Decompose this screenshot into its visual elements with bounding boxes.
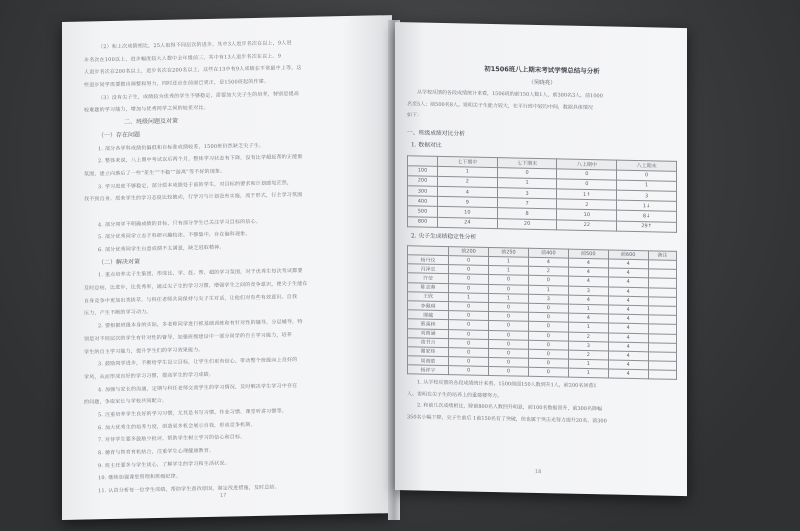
row-label-cell: 陈志蓉 bbox=[408, 282, 449, 292]
table-cell: 24 bbox=[437, 217, 497, 228]
table-header-cell bbox=[408, 155, 438, 166]
table-cell: 0 bbox=[557, 169, 617, 180]
row-label-cell: 凌书言 bbox=[408, 337, 449, 347]
table-cell: 1 bbox=[437, 166, 497, 177]
table-cell: 4 bbox=[608, 287, 648, 297]
table-cell: 0 bbox=[449, 256, 489, 266]
row-label-cell: 谢家炜 bbox=[408, 347, 449, 357]
row-label-cell: 周雨皓 bbox=[408, 356, 449, 366]
section-heading: 二、班级问题及对策 bbox=[124, 117, 179, 126]
row-label-cell: 杨祥宇 bbox=[408, 365, 449, 375]
table-header-cell: 七下期中 bbox=[437, 156, 497, 167]
row-label-cell: 800 bbox=[408, 216, 438, 227]
table-cell: 4 bbox=[528, 257, 568, 267]
body-line: 较难题的学习能力，增加与优秀同学之间的较差对比。 bbox=[84, 105, 209, 114]
subsection-heading: （一）存在问题 bbox=[98, 131, 141, 140]
body-line: 人退步名次在200名以上，退步名次在200名以上，这些在13中有9人成绩在平常最中上等，这 bbox=[84, 65, 302, 76]
table-cell: 1↓ bbox=[617, 200, 677, 211]
table-cell: 3 bbox=[617, 190, 677, 201]
table-cell: 3 bbox=[568, 286, 608, 296]
table-cell: 0 bbox=[528, 312, 568, 322]
row-label-cell: 300 bbox=[408, 186, 438, 197]
table-cell: 10 bbox=[557, 209, 617, 220]
table-cell: 4 bbox=[568, 277, 608, 287]
table-cell: 0 bbox=[449, 347, 489, 357]
table-cell: 4 bbox=[437, 186, 497, 197]
page-number: 17 bbox=[220, 492, 227, 499]
left-page-body bbox=[84, 35, 376, 498]
body-line: 学生的自主学习能力，提升学生们的学习效果能力。 bbox=[84, 346, 204, 356]
table-header-cell: 前500 bbox=[568, 249, 608, 259]
analysis-line: 2. 和前几次成绩相比，除前800名人数回升明显，前100名数据回升，前300名降幅 bbox=[417, 402, 602, 413]
table-cell: 4 bbox=[608, 305, 648, 315]
subsection-heading: 2. 尖子生成绩稳定性分析 bbox=[411, 233, 477, 241]
row-label-cell: 谭越 bbox=[408, 310, 449, 320]
body-line: 找不到自身。原来学生的学习态度比较被动，行学习与计划没有实施，流于形式，行主学习氛围 bbox=[84, 192, 303, 203]
table-cell: 0 bbox=[528, 322, 568, 332]
table-cell: 3 bbox=[528, 294, 568, 304]
table-cell: 0 bbox=[449, 338, 489, 348]
table-cell: 4 bbox=[608, 268, 648, 278]
subsection-heading: （二）解决对策 bbox=[98, 258, 141, 266]
table-cell: 4 bbox=[608, 342, 648, 352]
table-cell: 1 bbox=[568, 368, 608, 378]
body-line: 学风，从而形成良好的学习习惯，提高学生的学习成绩。 bbox=[84, 371, 215, 381]
table-cell: 4 bbox=[608, 296, 648, 306]
table-cell: 0 bbox=[489, 312, 529, 322]
table-cell: 0 bbox=[489, 275, 529, 285]
table-cell: 0 bbox=[449, 265, 489, 275]
score-comparison-table bbox=[407, 155, 677, 233]
intro-line: 如下： bbox=[407, 112, 423, 119]
table-cell: 4 bbox=[608, 351, 648, 361]
top-student-stability-table bbox=[407, 245, 677, 380]
table-cell: 4 bbox=[608, 259, 648, 269]
table-cell: 0 bbox=[489, 284, 529, 294]
table-header-cell: 前400 bbox=[528, 248, 568, 258]
table-cell: 3 bbox=[497, 188, 557, 199]
row-label-cell: 500 bbox=[408, 206, 438, 217]
table-cell: 4 bbox=[568, 258, 608, 268]
table-header-cell: 备注 bbox=[648, 251, 676, 261]
row-label-cell: 200 bbox=[408, 176, 438, 187]
table-cell: 1↑ bbox=[557, 189, 617, 200]
table-body bbox=[408, 165, 677, 232]
table-cell: 0 bbox=[489, 358, 529, 368]
table-cell: 1 bbox=[489, 256, 529, 266]
body-line: 的问题，争取家长与学校共同配合。 bbox=[84, 398, 168, 406]
body-line: 3. 学习进度不够稳定，部分原本成绩处于前的学生，对目标的要求和计划感觉茫然， bbox=[98, 179, 293, 190]
body-line: 11. 认真分析每一位学生成绩，帮助学生查找原因，制定改进措施，及时总结。 bbox=[98, 484, 280, 495]
document-author: （吴晓亮） bbox=[528, 79, 556, 87]
body-line: 5. 部分优秀同学立志于科研兴趣较浓、不够集中，存在偏科现象。 bbox=[98, 231, 251, 241]
body-line: 2. 整体来说，八上期中考试以后两个月，整体学习状态有下降，没有比学超赶帮的正能量 bbox=[98, 154, 303, 165]
body-line: 1. 部分各学科成绩仍偏低和自标准成绩较差，1500班仍然缺乏尖子生。 bbox=[98, 142, 265, 152]
row-label-cell: 100 bbox=[408, 165, 438, 176]
body-line: 6. 加大优秀生的培养力度，创造更多机会展示自我，形成竞争机制。 bbox=[98, 421, 256, 431]
table-cell: 1 bbox=[528, 285, 568, 295]
table-cell: 1 bbox=[489, 293, 529, 303]
table-cell: 1 bbox=[568, 304, 608, 314]
table-cell: 2 bbox=[568, 332, 608, 342]
table-cell: 2 bbox=[437, 176, 497, 187]
right-page-body bbox=[407, 62, 677, 429]
body-line: （2）和上次成绩相比，25人取得不同层次的进步，其中3人进步名次在以上，9人进 bbox=[98, 40, 292, 51]
table-cell: 0 bbox=[489, 302, 529, 312]
table-cell: 0 bbox=[557, 179, 617, 190]
table-cell: 1 bbox=[497, 178, 557, 189]
table-cell: 0 bbox=[528, 368, 568, 378]
table-cell: 1 bbox=[449, 292, 489, 302]
table-cell: 2 bbox=[557, 199, 617, 210]
table-cell: 4 bbox=[608, 332, 648, 342]
row-label-cell: 400 bbox=[408, 196, 438, 207]
body-line: 别是对不同层次的学生有针对性的督导，加强班级建设中一部分同学的自主学习能力，培养 bbox=[84, 331, 293, 343]
analysis-line: 人。说明在尖子生的培养上的重建楼努力。 bbox=[407, 391, 503, 400]
body-line: 2. 要根据班级本身的实际，多老师同学进行抓基础训练和有针对性的辅导，分层辅导，特 bbox=[98, 319, 303, 330]
row-label-cell: 李佩琪 bbox=[408, 301, 449, 311]
table-cell: 10 bbox=[437, 207, 497, 218]
table-body bbox=[408, 255, 677, 380]
body-line: 步名次在100以上，进步幅度较大人数中全年级前三，其中有13人退步名次在以上。9 bbox=[84, 53, 282, 64]
table-cell: 0 bbox=[489, 330, 529, 340]
body-line: 8. 德育与智育有机结合，注重学生心理健康教育。 bbox=[98, 447, 215, 457]
table-cell: 0 bbox=[489, 348, 529, 358]
document-title: 初1506班八上期末考试学情总结与分析 bbox=[484, 64, 600, 76]
body-line: 9. 班主任要多与学生谈心，了解学生的学习和生活状况。 bbox=[98, 460, 230, 469]
table-cell: 1 bbox=[489, 266, 529, 276]
table-cell: 4 bbox=[608, 323, 648, 333]
right-page bbox=[395, 22, 687, 496]
body-line: 7. 对待学生要多鼓励少批评，帮助学生树立学习的信心和目标。 bbox=[98, 434, 246, 444]
table-cell: 4 bbox=[608, 314, 648, 324]
body-line: 及时总结，比进步，比优秀率，通过尖子生的学习习惯，增强学生之间的竞争意识，使尖子生能在 bbox=[84, 280, 308, 292]
table-cell: 0 bbox=[489, 367, 529, 377]
analysis-line: 1. 从学校反馈的各段成绩统计来看，1500前面150人数到升1人，前200名回落1 bbox=[417, 379, 597, 390]
table-cell: 0 bbox=[449, 329, 489, 339]
row-label-cell: 王欣 bbox=[408, 292, 449, 302]
table-cell: 8 bbox=[497, 208, 557, 219]
table-cell: 0 bbox=[449, 320, 489, 330]
row-label-cell: 许莹 bbox=[408, 273, 449, 283]
table-cell: 7 bbox=[497, 198, 557, 209]
table-cell: 1 bbox=[568, 359, 608, 369]
body-line: 些退步同学需要做出调整和努力，同时还应在前面已更正，是1500班起的作建。 bbox=[84, 78, 270, 89]
table-cell: 9 bbox=[437, 197, 497, 208]
table-cell: 0 bbox=[528, 340, 568, 350]
row-label-cell: 刘雨涵 bbox=[408, 328, 449, 338]
section-heading: 一、班级成绩对比分析 bbox=[407, 129, 465, 137]
table-cell: 4 bbox=[568, 295, 608, 305]
table-cell: 0 bbox=[497, 167, 557, 178]
table-header-cell: 八上期中 bbox=[557, 158, 617, 169]
intro-line: 从学校反馈的各段成绩统计来看，1506班的前150人数1人，前300名3人，前1000 bbox=[417, 89, 603, 100]
page-number: 18 bbox=[535, 468, 542, 476]
analysis-line: 350名小幅下降，尖子生前后 1前150名有了突破，但也属于突击光努力提升20名，前300 bbox=[407, 414, 607, 425]
table-cell: 4 bbox=[608, 277, 648, 287]
table-cell: 0 bbox=[449, 311, 489, 321]
table-header-cell: 前600 bbox=[608, 250, 648, 260]
table-cell: 0 bbox=[449, 283, 489, 293]
table-cell: 20 bbox=[497, 218, 557, 229]
table-cell: 0 bbox=[489, 321, 529, 331]
table-cell: 0 bbox=[449, 302, 489, 312]
table-cell: 4 bbox=[568, 313, 608, 323]
table-cell: 4 bbox=[608, 369, 648, 379]
body-line: 4. 加强与家长的沟通，定期与科任老师交流学生的学习情况，及时解决学生学习中存在 bbox=[98, 382, 298, 393]
body-line: 10. 继续加强课堂管理和班级纪律。 bbox=[98, 473, 182, 482]
body-line: 压力，产生不断的学习动力。 bbox=[84, 309, 152, 317]
table-cell: 0 bbox=[617, 170, 677, 181]
subsection-heading: 1. 数据对比 bbox=[411, 141, 442, 149]
table-cell: 29↑ bbox=[617, 221, 677, 232]
body-line: 4. 部分同学不明确成绩的目标，只有部分学生已关注学习目标的信心。 bbox=[98, 218, 261, 228]
table-cell: 4 bbox=[608, 360, 648, 370]
table-cell: 0 bbox=[449, 357, 489, 367]
table-cell: 0 bbox=[449, 366, 489, 376]
intro-line: 名至5人；前500名8人。说明尖子生能力较大，在平行班中较均中间，数据具体情况 bbox=[407, 100, 593, 111]
table-header-cell: 前250 bbox=[489, 247, 529, 257]
body-line: 1. 重点培养尖子生集团，形成比、学、赶、帮、超的学习氛围，对于优秀生每次考试都要 bbox=[98, 268, 303, 279]
row-label-cell: 冯泽忠 bbox=[408, 264, 449, 274]
row-label-cell: 杨丹仪 bbox=[408, 255, 449, 265]
table-cell: 0 bbox=[528, 276, 568, 286]
table-cell: 0 bbox=[449, 274, 489, 284]
table-header-cell: 七下期末 bbox=[497, 157, 557, 168]
left-page bbox=[62, 15, 392, 520]
table-header-cell: 前200 bbox=[449, 246, 489, 256]
table-cell: 8↓ bbox=[617, 211, 677, 222]
table-cell: 2 bbox=[528, 266, 568, 276]
table-cell: 4 bbox=[568, 267, 608, 277]
table-cell: 0 bbox=[528, 358, 568, 368]
body-line: 自身竞争中更加出类拔萃。与科任老师共同保持与尖子生对话，让他们对有些有效意识、自我 bbox=[84, 293, 298, 305]
body-line: 氛围，建立向落后了一些“差生”“不稳”“游离”等不好的现象。 bbox=[84, 168, 226, 178]
table-cell: 0 bbox=[528, 331, 568, 341]
table-cell: 3 bbox=[568, 341, 608, 351]
row-label-cell: 蔡溪林 bbox=[408, 319, 449, 329]
table-cell: 22 bbox=[557, 220, 617, 231]
body-line: 5. 注重培养学生良好的学习习惯，尤其是书写习惯、作业习惯、课堂听讲习惯等。 bbox=[98, 408, 287, 419]
body-line: 6. 部分优秀同学生自意成绩不太满意，缺乏进取精神。 bbox=[98, 244, 225, 254]
table-header-cell: 八上期末 bbox=[617, 160, 677, 171]
table-cell: 0 bbox=[489, 339, 529, 349]
table-cell: 2 bbox=[568, 350, 608, 360]
body-line: 3. 鼓励同学进步，不断给学生设立目标，让学生们更有信心，带动整个班级向上良好的 bbox=[98, 357, 298, 368]
table-cell: 0 bbox=[528, 349, 568, 359]
table-cell: 0 bbox=[528, 303, 568, 313]
table-cell: 1 bbox=[568, 322, 608, 332]
table-cell: 1 bbox=[617, 180, 677, 191]
body-line: （3）没有尖子生，成绩较为优秀的学生不够稳定，需要加大尖子生的培养，特别是提高 bbox=[98, 90, 299, 101]
table-cell bbox=[648, 370, 676, 380]
